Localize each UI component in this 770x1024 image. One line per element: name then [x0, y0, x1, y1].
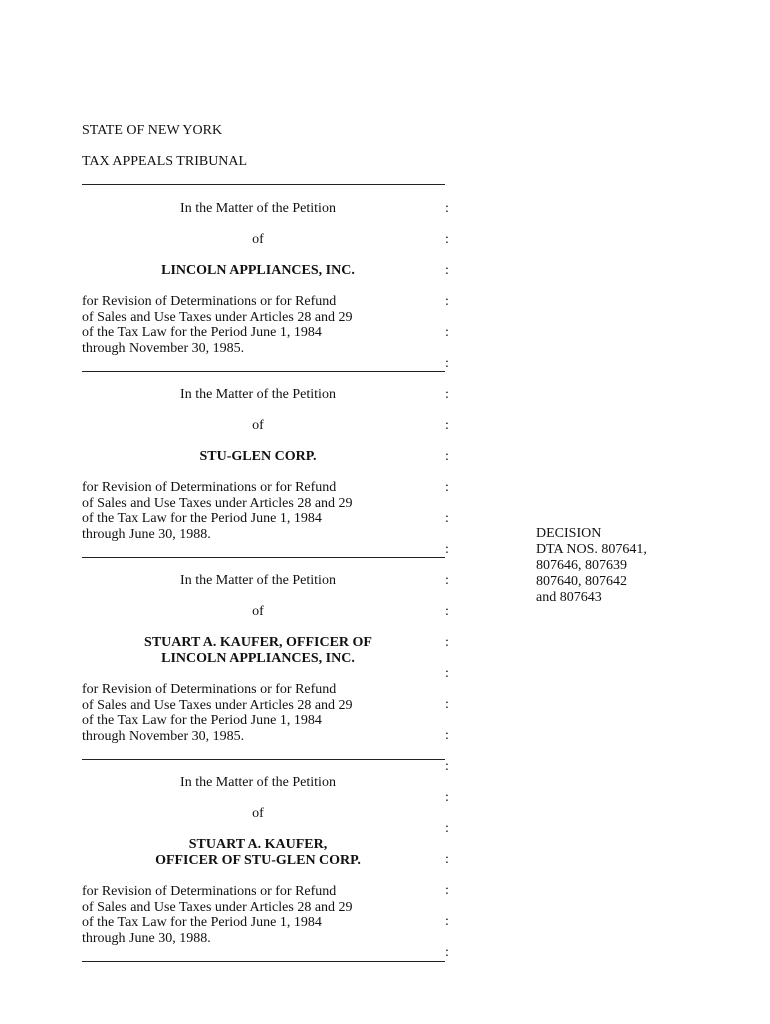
petition-3-name-line1: STUART A. KAUFER, OFFICER OF [144, 635, 372, 650]
dta-numbers-line: 807640, 807642 [536, 574, 627, 589]
petition-3-relief [82, 682, 353, 744]
petition-3-matter: In the Matter of the Petition [180, 573, 336, 588]
relief-line: of Sales and Use Taxes under Articles 28 and 29 [82, 309, 353, 325]
caption-colon: : [445, 325, 449, 340]
caption-colon: : [445, 728, 449, 743]
caption-colon: : [445, 387, 449, 402]
dta-numbers-line: and 807643 [536, 590, 602, 605]
petition-2-of: of [252, 418, 264, 433]
tribunal-heading: TAX APPEALS TRIBUNAL [82, 154, 248, 169]
caption-colon: : [445, 945, 449, 960]
petition-4-matter: In the Matter of the Petition [180, 775, 336, 790]
relief-line: of the Tax Law for the Period June 1, 1984 [82, 511, 322, 526]
caption-top-rule [82, 184, 445, 185]
caption-colon: : [445, 449, 449, 464]
petition-1-name: LINCOLN APPLIANCES, INC. [161, 263, 355, 278]
caption-colon: : [445, 852, 449, 867]
petition-2-matter: In the Matter of the Petition [180, 387, 336, 402]
relief-line: of Sales and Use Taxes under Articles 28 and 29 [82, 495, 353, 511]
caption-divider-rule [82, 371, 445, 372]
relief-line: of the Tax Law for the Period June 1, 1984 [82, 915, 322, 930]
caption-colon: : [445, 697, 449, 712]
state-heading: STATE OF NEW YORK [82, 123, 223, 138]
petition-4-name-line1: STUART A. KAUFER, [188, 837, 328, 852]
petition-4-relief [82, 884, 353, 946]
caption-colon: : [445, 759, 449, 774]
caption-colon: : [445, 635, 449, 650]
petition-1-of: of [252, 232, 264, 247]
caption-colon: : [445, 511, 449, 526]
dta-numbers-line: DTA NOS. 807641, [536, 542, 647, 557]
petition-1-matter: In the Matter of the Petition [180, 201, 336, 216]
petition-2-name: STU-GLEN CORP. [199, 449, 317, 464]
petition-4-of: of [252, 806, 264, 821]
caption-colon: : [445, 201, 449, 216]
caption-colon: : [445, 604, 449, 619]
relief-line: through November 30, 1985. [82, 728, 245, 744]
relief-line: of Sales and Use Taxes under Articles 28 and 29 [82, 899, 353, 915]
caption-colon: : [445, 356, 449, 371]
decision-label: DECISION [536, 526, 602, 541]
relief-line: for Revision of Determinations or for Refund [82, 884, 337, 899]
caption-colon: : [445, 573, 449, 588]
caption-colon: : [445, 542, 449, 557]
caption-colon: : [445, 914, 449, 929]
relief-line: for Revision of Determinations or for Refund [82, 294, 337, 309]
relief-line: for Revision of Determinations or for Refund [82, 682, 337, 697]
relief-line: through June 30, 1988. [82, 526, 211, 542]
caption-colon: : [445, 263, 449, 278]
caption-colon: : [445, 883, 449, 898]
caption-bottom-rule [82, 961, 445, 962]
caption-colon: : [445, 790, 449, 805]
petition-3-name-line2: LINCOLN APPLIANCES, INC. [161, 651, 355, 666]
dta-numbers-line: 807646, 807639 [536, 558, 627, 573]
caption-divider-rule [82, 759, 445, 760]
petition-2-relief [82, 480, 353, 542]
caption-colon: : [445, 294, 449, 309]
petition-3-of: of [252, 604, 264, 619]
caption-colon: : [445, 821, 449, 836]
relief-line: for Revision of Determinations or for Refund [82, 480, 337, 495]
relief-line: through November 30, 1985. [82, 340, 245, 356]
petition-1-relief [82, 294, 353, 356]
caption-colon: : [445, 666, 449, 681]
relief-line: of Sales and Use Taxes under Articles 28 and 29 [82, 697, 353, 713]
caption-colon: : [445, 232, 449, 247]
caption-colon: : [445, 480, 449, 495]
relief-line: through June 30, 1988. [82, 930, 211, 946]
caption-colon: : [445, 418, 449, 433]
caption-divider-rule [82, 557, 445, 558]
relief-line: of the Tax Law for the Period June 1, 1984 [82, 325, 322, 340]
relief-line: of the Tax Law for the Period June 1, 1984 [82, 713, 322, 728]
petition-4-name-line2: OFFICER OF STU-GLEN CORP. [155, 853, 361, 868]
